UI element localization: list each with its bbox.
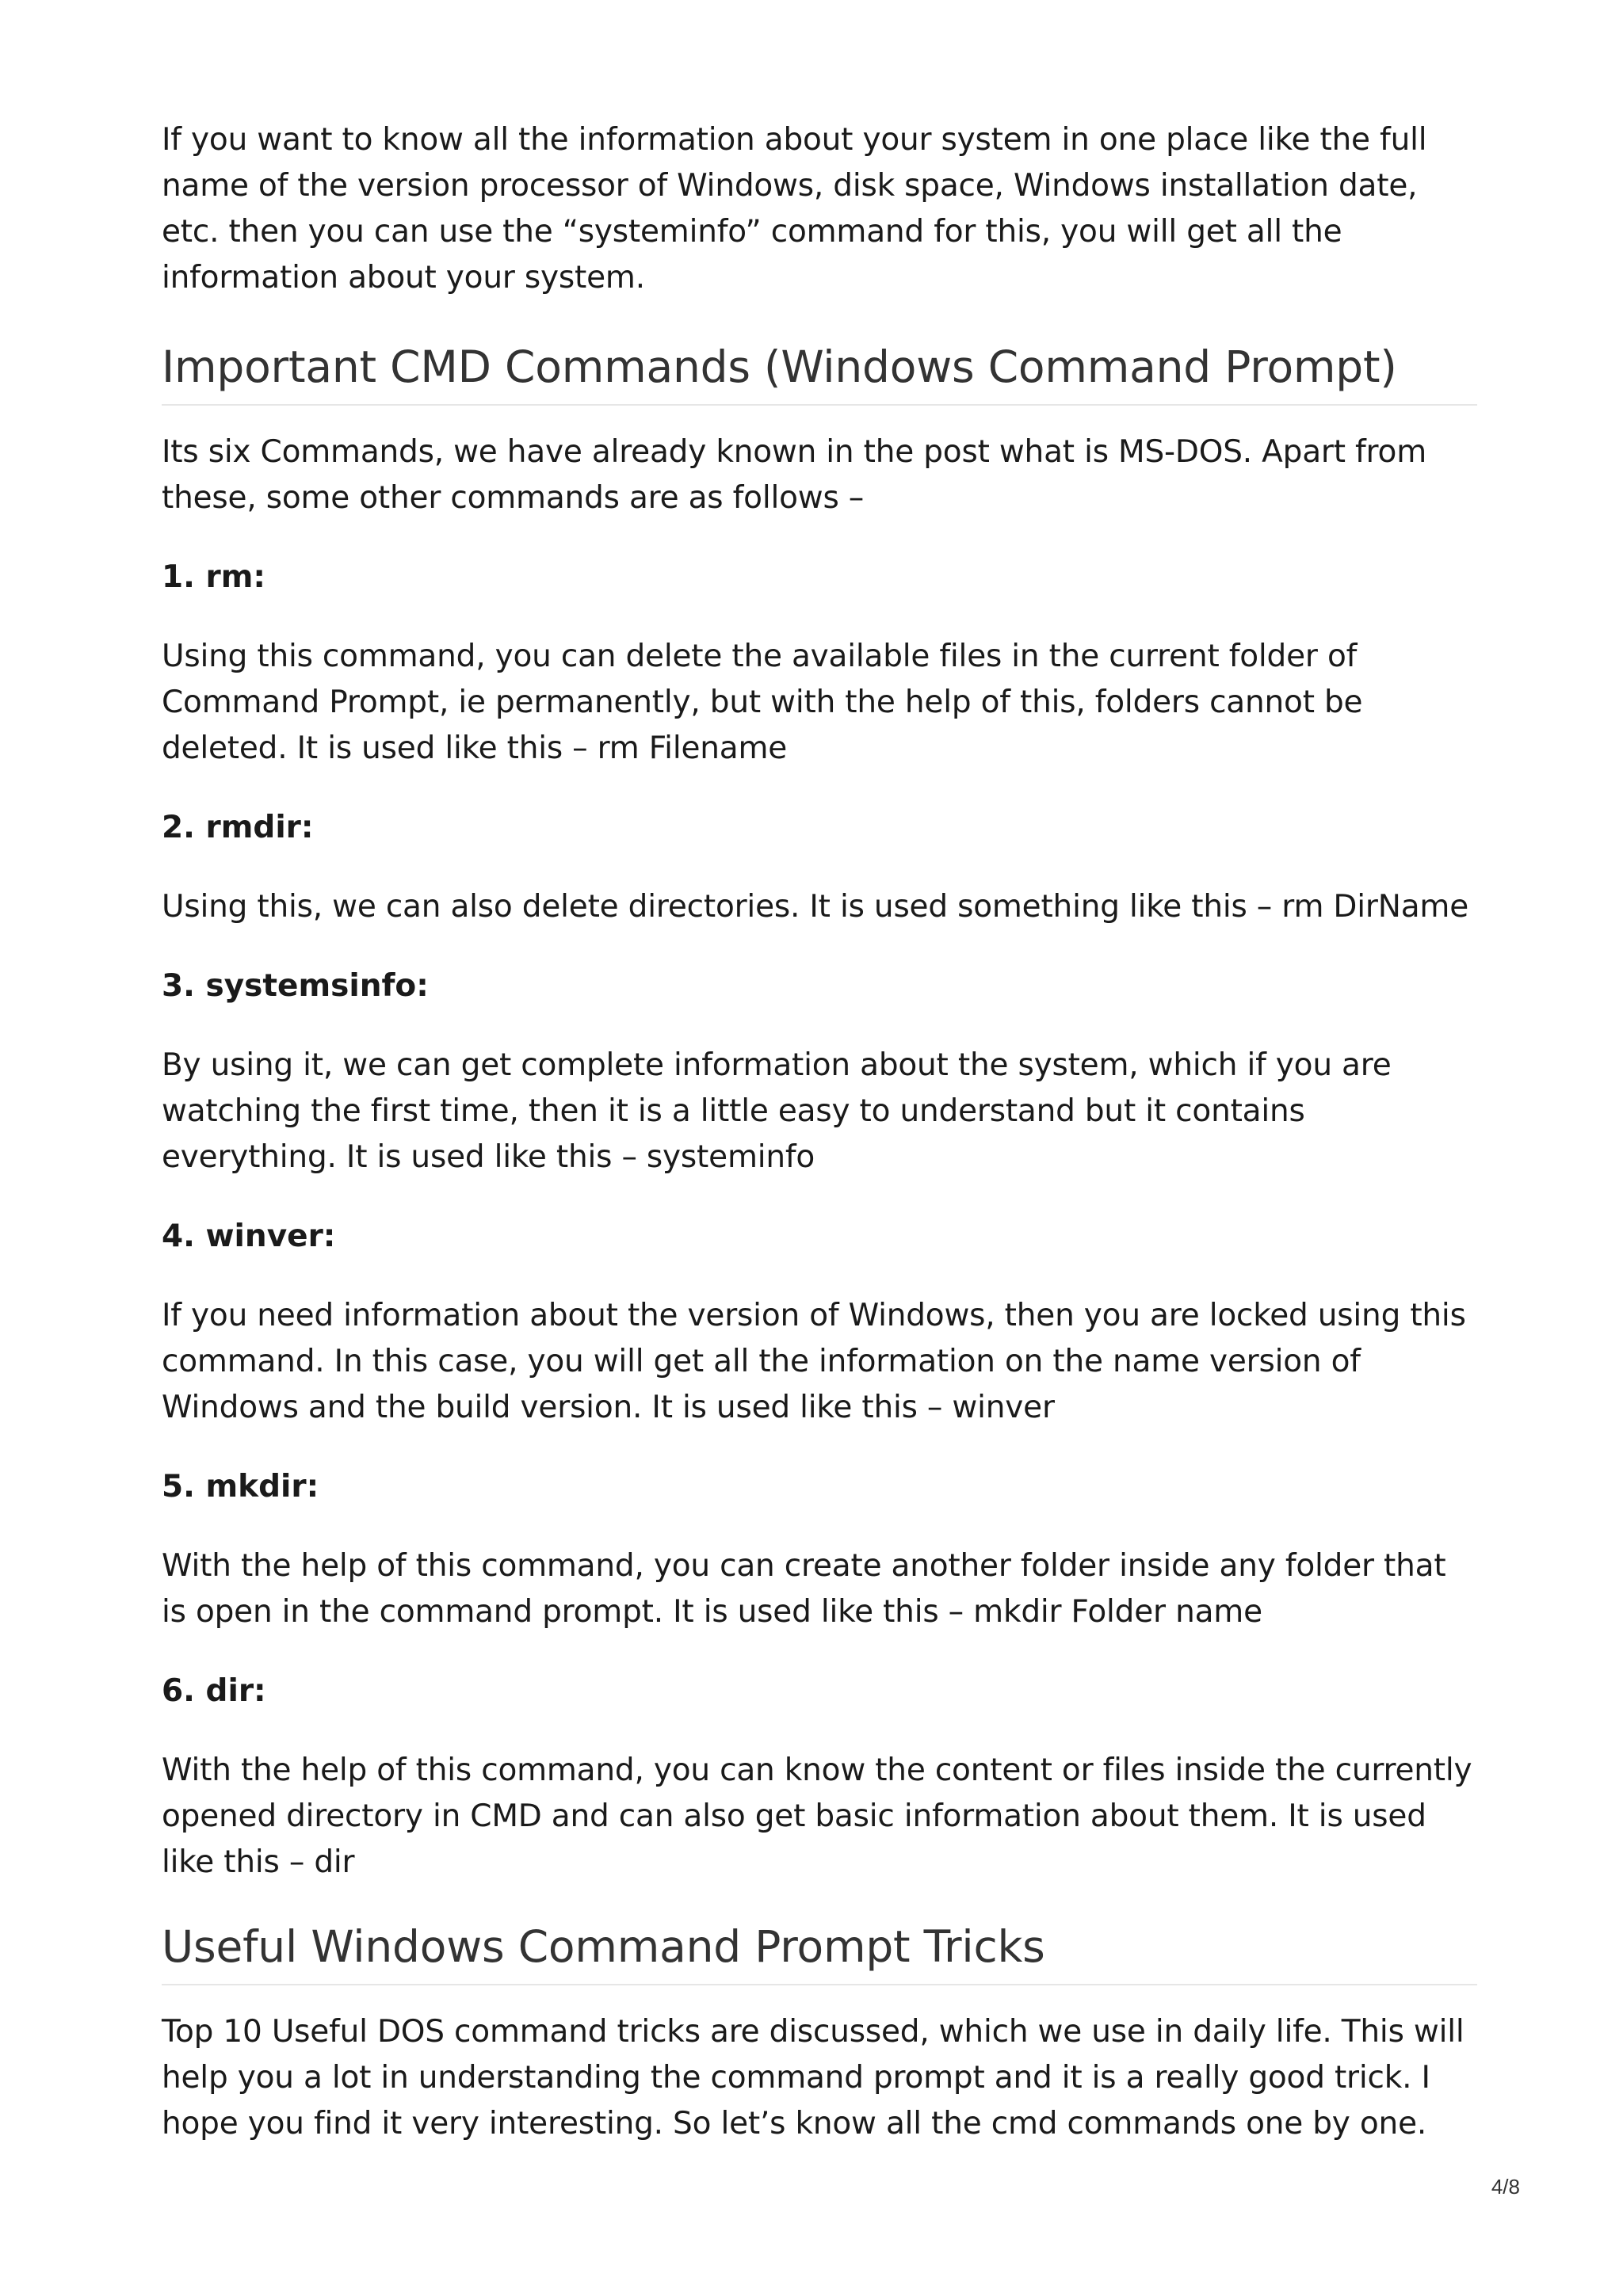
command-title: 3. systemsinfo: (162, 968, 429, 1004)
document-page (162, 117, 1477, 2147)
command-title: 6. dir: (162, 1673, 266, 1709)
command-dir (162, 1669, 1477, 1886)
section-heading-tricks: Useful Windows Command Prompt Tricks (162, 1919, 1477, 1985)
command-description: With the help of this command, you can know the content or files inside the currently opened directory in CMD and can also get basic information about them. It is used like this – dir (162, 1753, 1472, 1880)
command-mkdir (162, 1464, 1477, 1635)
section-heading-important-commands: Important CMD Commands (Windows Command Prompt) (162, 339, 1477, 406)
intro-paragraph: If you want to know all the information about your system in one place like the full name of the version processor of Windows, disk space, Windows installation date, etc. then you can use the “systeminfo” command for this, you will get all the information about your system. (162, 122, 1427, 296)
command-description: By using it, we can get complete information about the system, which if you are watching the first time, then it is a little easy to understand but it contains everything. It is used like this – systeminfo (162, 1047, 1392, 1175)
command-description: With the help of this command, you can create another folder inside any folder that is open in the command prompt. It is used like this – mkdir Folder name (162, 1548, 1446, 1630)
command-winver (162, 1214, 1477, 1431)
command-description: Using this command, you can delete the available files in the current folder of Command Prompt, ie permanently, but with the help of this, folders cannot be deleted. It is used like this – rm Filename (162, 639, 1363, 766)
command-description: If you need information about the version of Windows, then you are locked using this command. In this case, you will get all the information on the name version of Windows and the build version. It is used like this – winver (162, 1298, 1466, 1425)
command-title: 2. rmdir: (162, 810, 314, 845)
page-number: 4/8 (1491, 2175, 1520, 2199)
command-title: 4. winver: (162, 1219, 336, 1254)
command-title: 1. rm: (162, 559, 265, 595)
command-rmdir (162, 805, 1477, 930)
command-rm (162, 555, 1477, 772)
tricks-intro-paragraph: Top 10 Useful DOS command tricks are discussed, which we use in daily life. This will help you a lot in understanding the command prompt and it is a really good trick. I hope you find it very interesting. So let’s know all the cmd commands one by one. (162, 2014, 1465, 2142)
section-intro-paragraph: Its six Commands, we have already known in the post what is MS-DOS. Apart from these, some other commands are as follows – (162, 434, 1426, 516)
command-description: Using this, we can also delete directories. It is used something like this – rm DirName (162, 889, 1468, 925)
command-systemsinfo (162, 963, 1477, 1180)
command-title: 5. mkdir: (162, 1469, 319, 1505)
